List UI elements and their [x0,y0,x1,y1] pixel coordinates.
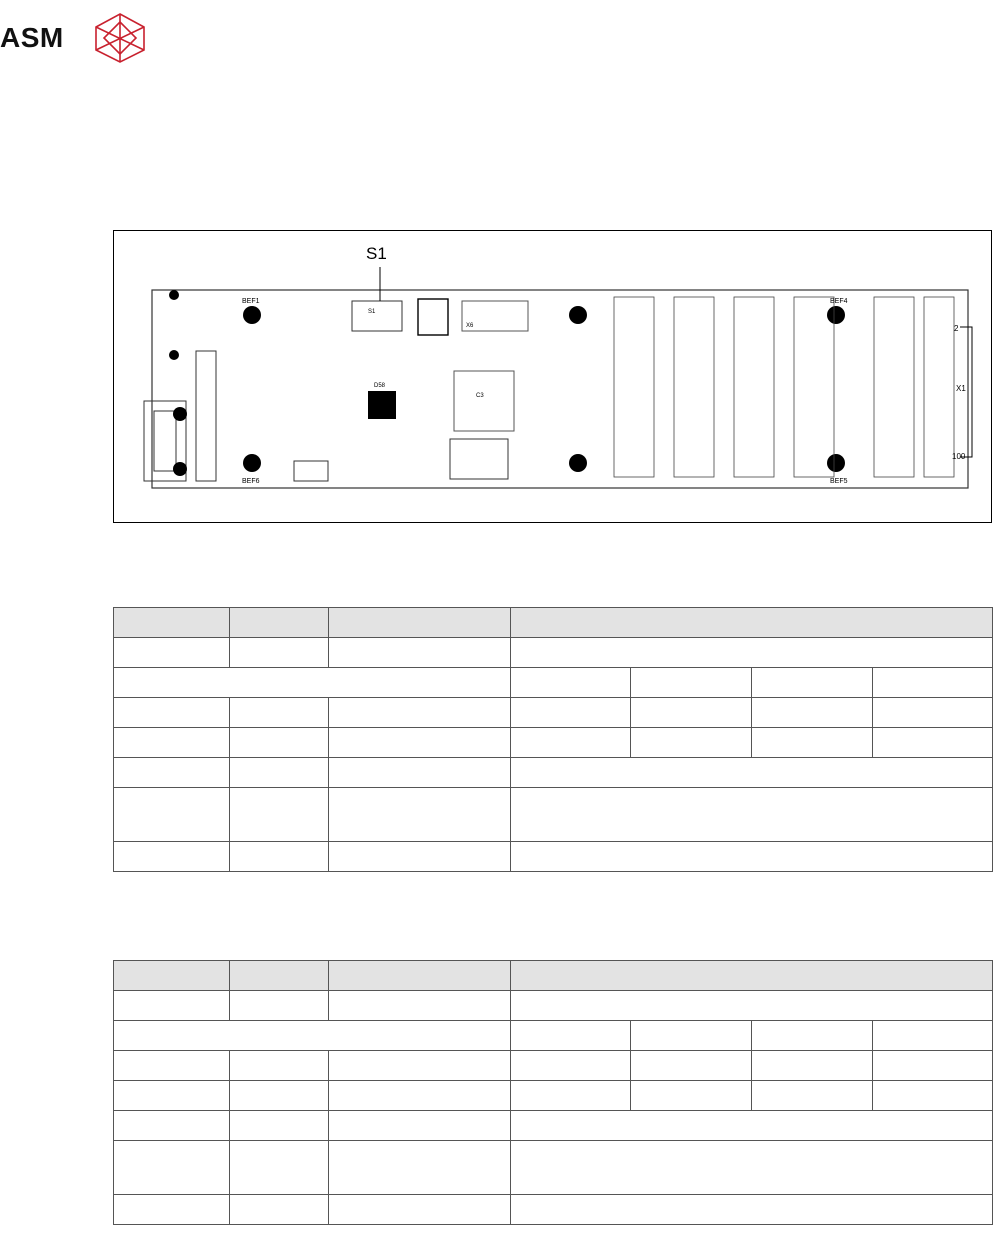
connector-label-2: 2 [954,324,959,333]
table-row [114,1195,993,1225]
logo-text: ASM [0,22,64,53]
spec-table-2 [113,960,993,1225]
ref-bef1: BEF1 [242,298,260,305]
ref-s1: S1 [368,309,376,315]
spec-table-1 [113,607,993,872]
table-row [114,1111,993,1141]
table-row [114,758,993,788]
ref-c43: X6 [466,323,474,329]
table-row [114,728,993,758]
pcb-board-drawing [114,231,990,521]
table-row [114,788,993,842]
table-row [114,1021,993,1051]
ref-bef4: BEF4 [830,298,848,305]
ref-d58: C3 [476,393,484,399]
table-row [114,668,993,698]
table-row [114,842,993,872]
table-row [114,1051,993,1081]
logo-crystal-icon [92,12,148,64]
table-row [114,1141,993,1195]
ref-bef6: BEF6 [242,478,260,485]
s1-callout-label: S1 [366,244,387,263]
pcb-figure-frame [113,230,992,523]
table-row [114,1081,993,1111]
ref-n1: D58 [374,383,386,389]
table-header-row [114,608,993,638]
table-row [114,991,993,1021]
table-header-row [114,961,993,991]
ref-bef5: BEF5 [830,478,848,485]
connector-label-100: 100 [952,452,966,461]
table-row [114,698,993,728]
table-row [114,638,993,668]
connector-label-x1: X1 [956,384,966,393]
